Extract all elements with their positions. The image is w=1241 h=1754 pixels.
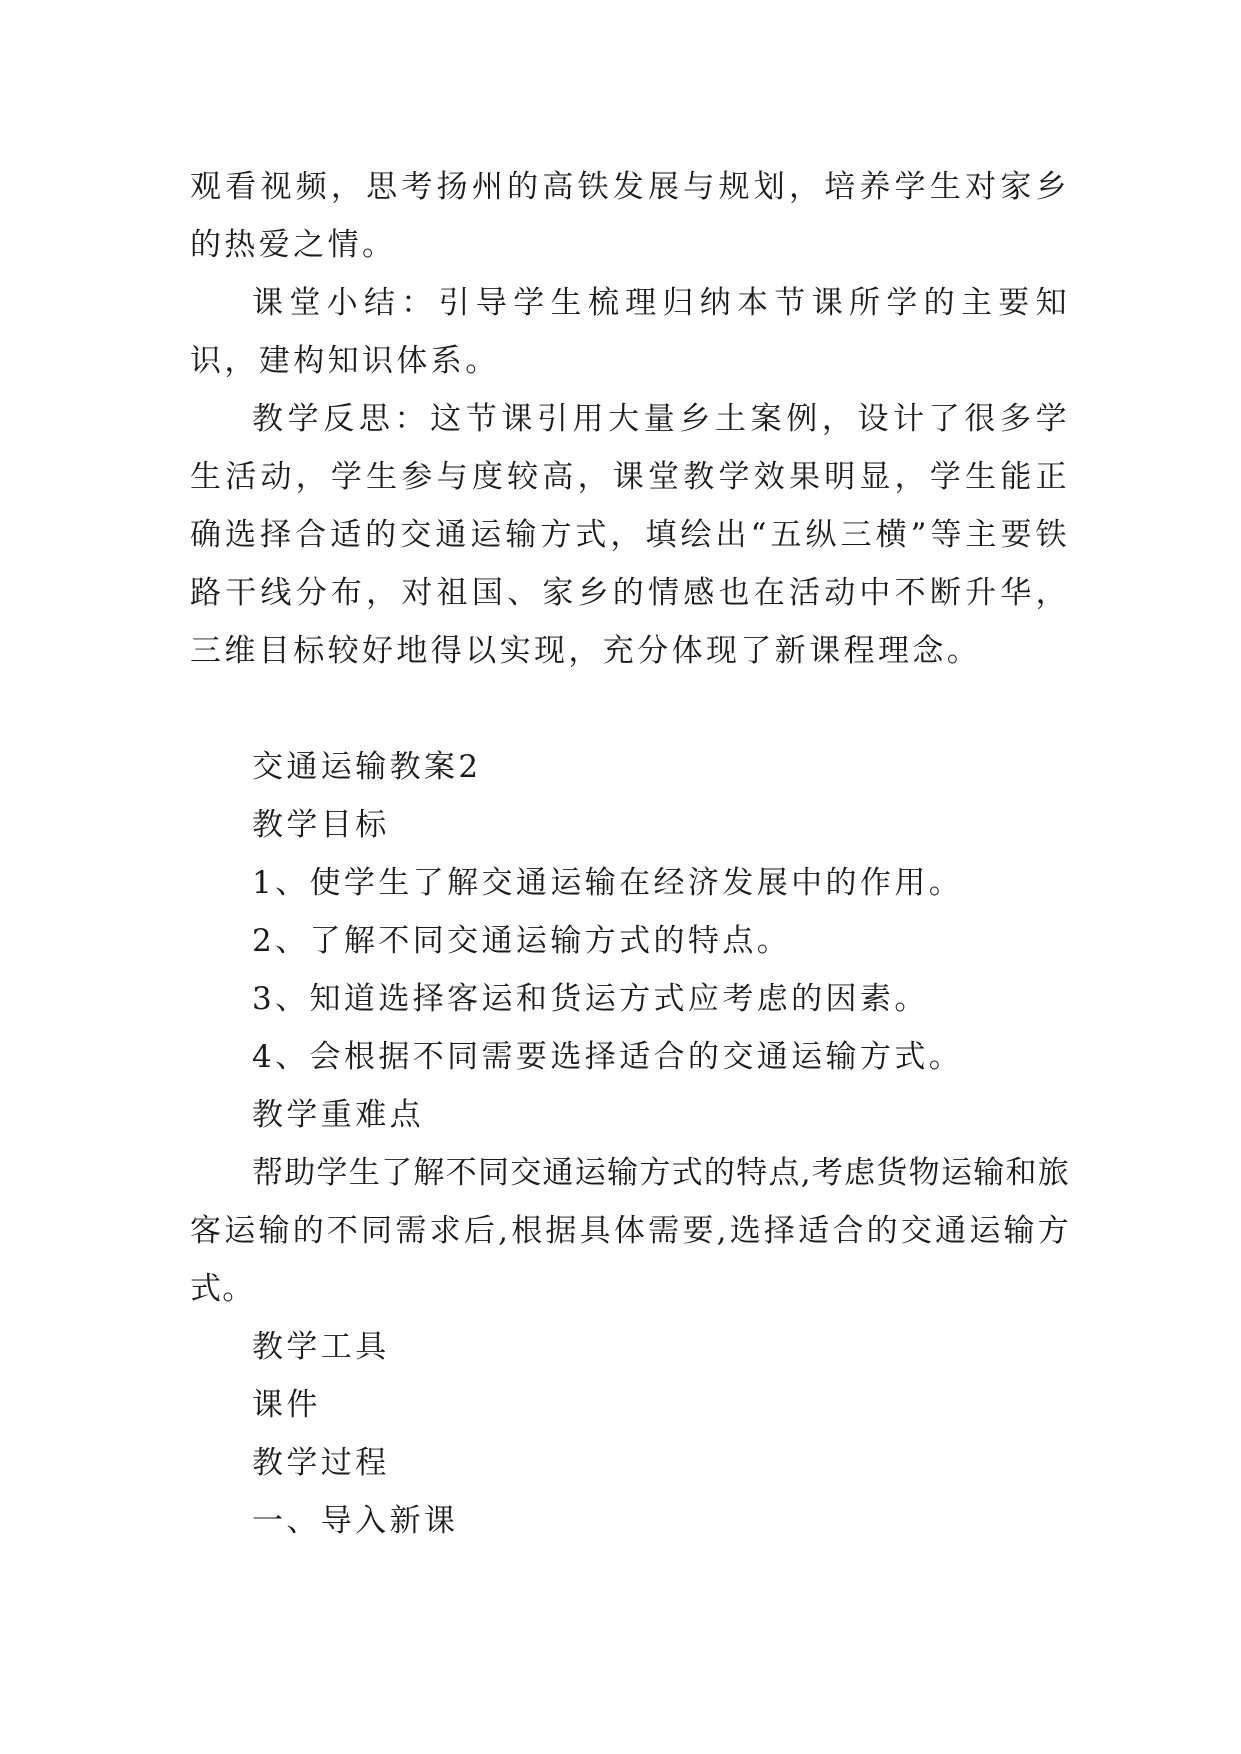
paragraph-video-reflection: 观看视频，思考扬州的高铁发展与规划，培养学生对家乡的热爱之情。: [190, 169, 1070, 263]
goal-item-4: 4、会根据不同需要选择适合的交通运输方式。: [252, 1039, 964, 1075]
process-heading: 教学过程: [252, 1445, 390, 1481]
goal-item-1: 1、使学生了解交通运输在经济发展中的作用。: [252, 865, 964, 901]
key-points-heading: 教学重难点: [252, 1097, 424, 1133]
key-points-paragraph: 帮助学生了解不同交通运输方式的特点,考虑货物运输和旅客运输的不同需求后,根据具体需要,选择适合的交通运输方式。: [190, 1155, 1070, 1307]
document-body: [190, 158, 1070, 1550]
section-title: 交通运输教案2: [252, 749, 482, 785]
section-spacer: [190, 680, 1070, 738]
paragraph-class-summary: 课堂小结：引导学生梳理归纳本节课所学的主要知识，建构知识体系。: [190, 285, 1070, 379]
process-step-1: 一、导入新课: [252, 1503, 459, 1539]
goal-item-3: 3、知道选择客运和货运方式应考虑的因素。: [252, 981, 929, 1017]
tools-text: 课件: [252, 1387, 321, 1423]
goal-item-2: 2、了解不同交通运输方式的特点。: [252, 923, 792, 959]
paragraph-teaching-reflection: 教学反思：这节课引用大量乡土案例，设计了很多学生活动，学生参与度较高，课堂教学效果明显，学生能正确选择合适的交通运输方式，填绘出“五纵三横”等主要铁路干线分布，对祖国、家乡的情感也在活动中不断升华，三维目标较好地得以实现，充分体现了新课程理念。: [190, 401, 1070, 669]
goals-heading: 教学目标: [252, 807, 390, 843]
tools-heading: 教学工具: [252, 1329, 390, 1365]
